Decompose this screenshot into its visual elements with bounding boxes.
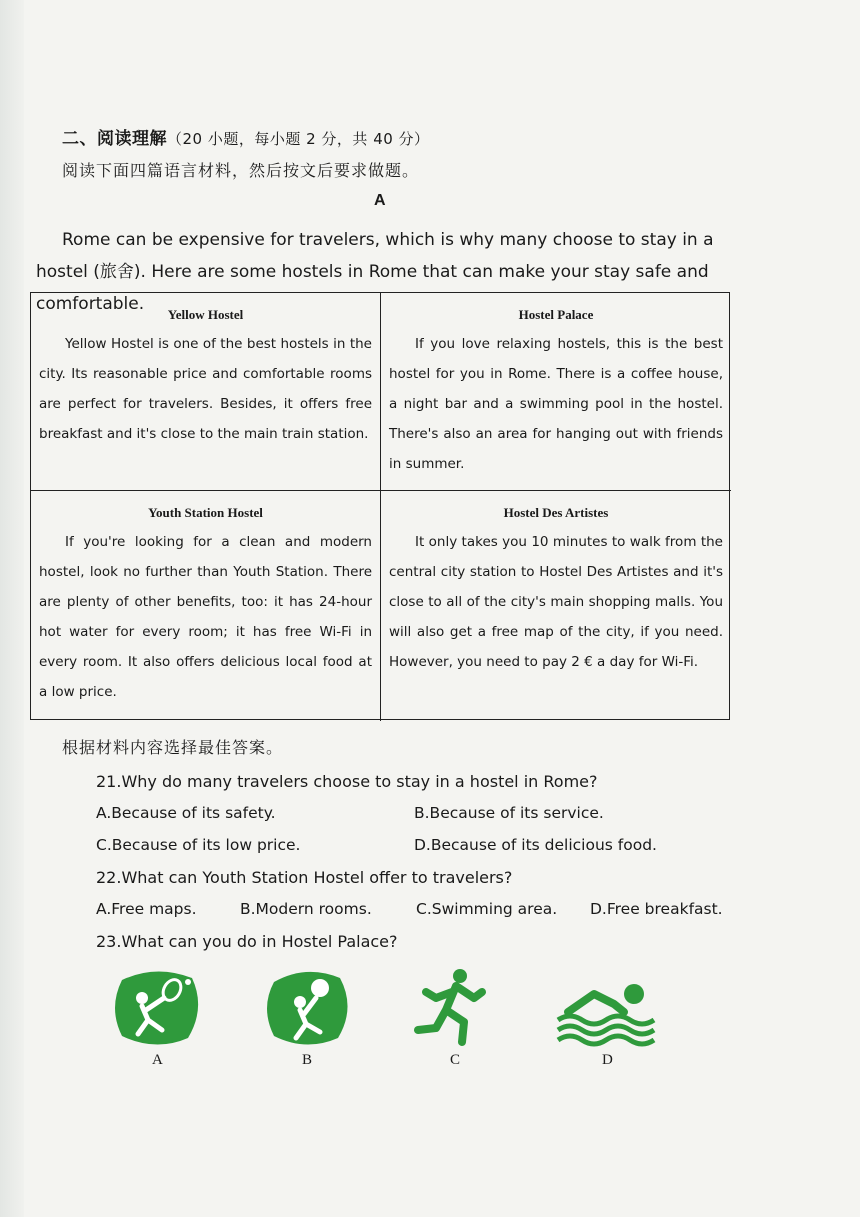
hostel-name: Youth Station Hostel [148, 505, 263, 520]
volleyball-icon [262, 968, 352, 1048]
hostel-box-youth-station [31, 491, 381, 721]
running-icon [412, 968, 492, 1050]
hostel-description: If you love relaxing hostels, this is the best hostel for you in Rome. There is a coffee house, a night bar and a swimming pool in the hostel. There's also an area for hanging out with friends in summer. [389, 336, 723, 472]
option-22-a: A.Free maps. [96, 900, 197, 918]
hostel-table [30, 292, 730, 720]
hostel-name: Hostel Palace [518, 307, 594, 322]
question-23: 23.What can you do in Hostel Palace? [96, 932, 398, 951]
picture-label-d: D [602, 1052, 613, 1068]
hostel-box-palace [381, 293, 731, 491]
hostel-name: Hostel Des Artistes [503, 505, 609, 520]
option-22-b: B.Modern rooms. [240, 900, 372, 918]
hostel-box-des-artistes [381, 491, 731, 721]
question-21: 21.Why do many travelers choose to stay in a hostel in Rome? [96, 772, 598, 791]
hostel-description: Yellow Hostel is one of the best hostels in the city. Its reasonable price and comfortable rooms are perfect for travelers. Besides, it offers free breakfast and it's close to the main train station. [39, 336, 372, 442]
option-21-c: C.Because of its low price. [96, 836, 301, 854]
option-21-b: B.Because of its service. [414, 804, 604, 822]
hostel-description: If you're looking for a clean and modern hostel, look no further than Youth Station. There are plenty of other benefits, too: it has 24-hour hot water for every room; it has free Wi-Fi in every room. It also offers delicious local food at a low price. [39, 534, 372, 700]
tennis-icon [108, 968, 204, 1048]
questions-instruction: 根据材料内容选择最佳答案。 [62, 738, 284, 757]
swimming-icon [554, 968, 664, 1048]
option-22-d: D.Free breakfast. [590, 900, 723, 918]
option-22-c: C.Swimming area. [416, 900, 558, 918]
section-instruction: 阅读下面四篇语言材料，然后按文后要求做题。 [62, 161, 420, 180]
hostel-box-yellow [31, 293, 381, 491]
passage-intro: Rome can be expensive for travelers, which is why many choose to stay in a hostel (旅舍). Here are some hostels in Rome that can make your stay safe and comfortable. [36, 230, 714, 314]
section-heading: 二、阅读理解（20 小题，每小题 2 分，共 40 分） [62, 129, 430, 149]
hostel-description: It only takes you 10 minutes to walk from the central city station to Hostel Des Artistes and it's close to all of the city's main shopping malls. You will also get a free map of the city, if you need. However, you need to pay 2 € a day for Wi-Fi. [389, 534, 723, 670]
passage-label: A [374, 192, 386, 209]
picture-label-c: C [450, 1052, 461, 1068]
picture-label-a: A [152, 1052, 163, 1068]
hostel-name: Yellow Hostel [167, 307, 244, 322]
picture-label-b: B [302, 1052, 313, 1068]
scan-edge [0, 0, 24, 1217]
option-21-a: A.Because of its safety. [96, 804, 276, 822]
question-22: 22.What can Youth Station Hostel offer to travelers? [96, 868, 513, 887]
option-21-d: D.Because of its delicious food. [414, 836, 657, 854]
